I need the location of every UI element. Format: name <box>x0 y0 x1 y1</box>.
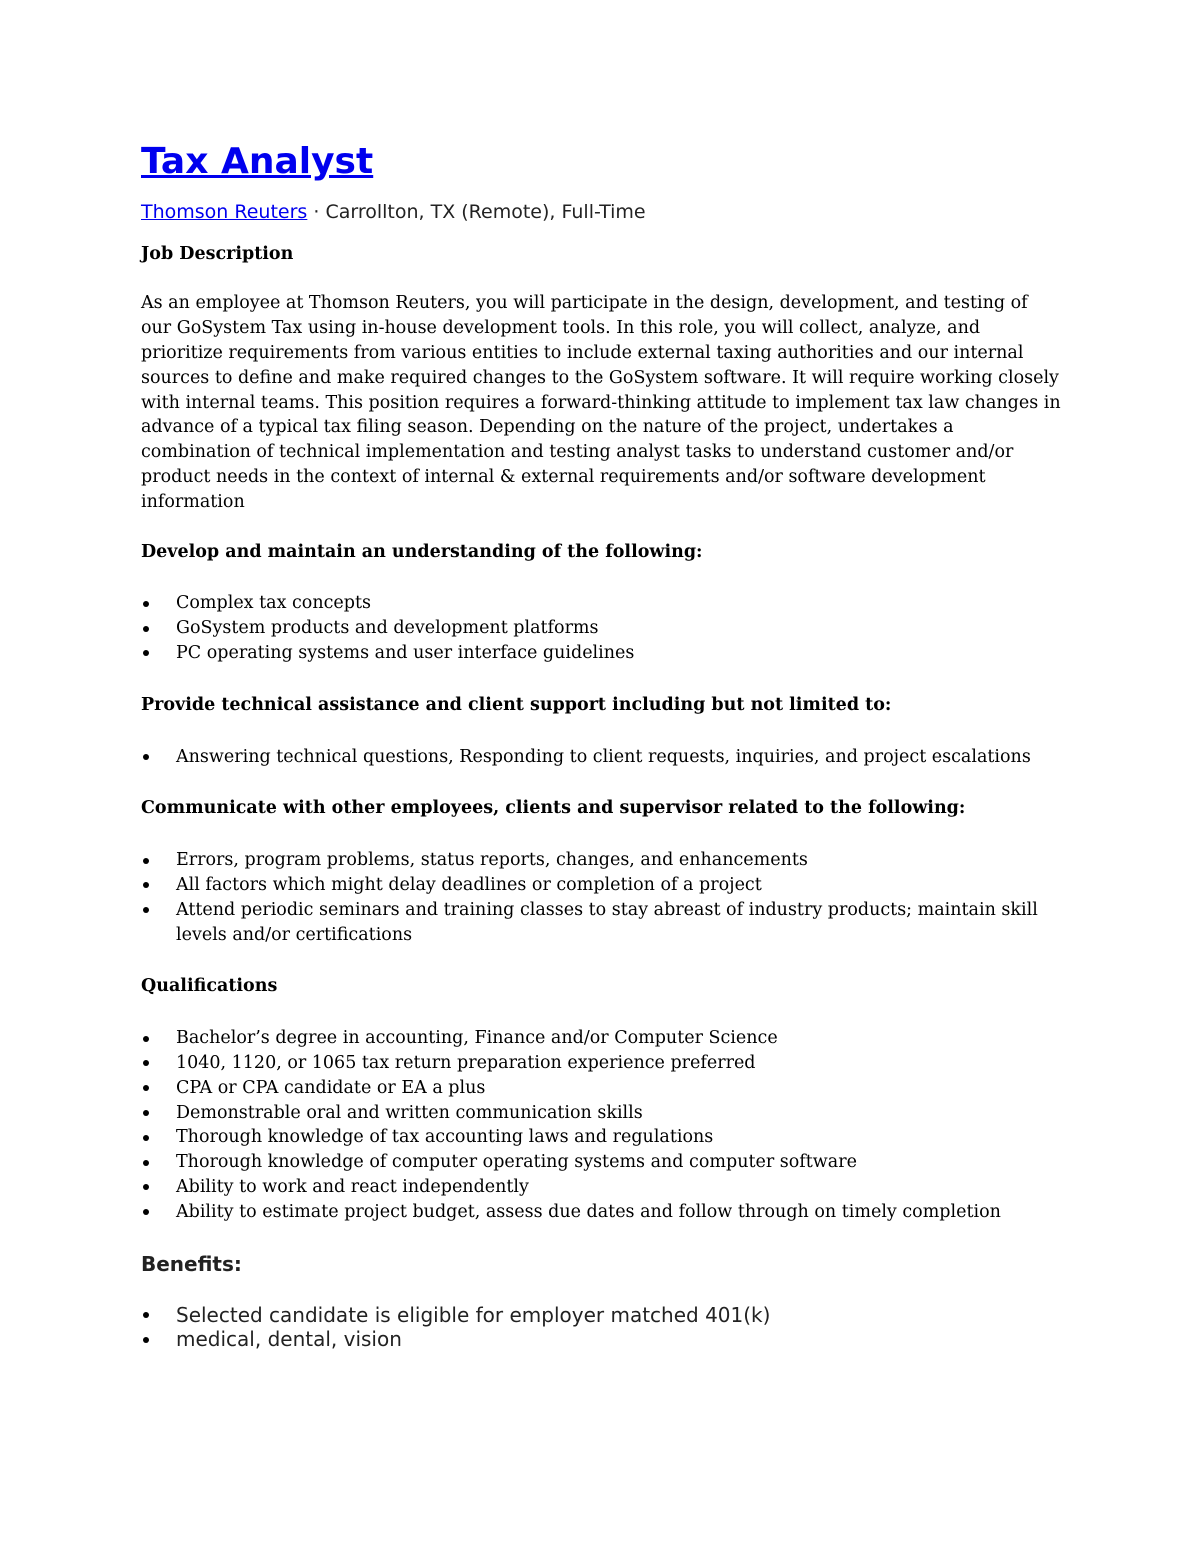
job-description-section <box>141 242 1061 515</box>
list-item: Bachelor’s degree in accounting, Finance and/or Computer Science <box>141 1026 1061 1051</box>
list-item: CPA or CPA candidate or EA a plus <box>141 1076 1061 1101</box>
job-location-details: · Carrollton, TX (Remote), Full-Time <box>307 201 646 223</box>
job-description-body: As an employee at Thomson Reuters, you will participate in the design, development, and testing of our GoSystem Tax using in-house development tools. In this role, you will collect, analyze, and prioritize requirements from various entities to include external taxing authorities and our internal sources to define and make required changes to the GoSystem software. It will require working closely with internal teams. This position requires a forward-thinking attitude to implement tax law changes in advance of a typical tax filing season. Depending on the nature of the project, undertakes a combination of technical implementation and testing analyst tasks to understand customer and/or product needs in the context of internal & external requirements and/or software development information <box>141 293 1061 512</box>
list-item: Demonstrable oral and written communication skills <box>141 1101 1061 1126</box>
list-item: Answering technical questions, Responding to client requests, inquiries, and project escalations <box>141 745 1061 770</box>
list-item: Errors, program problems, status reports, changes, and enhancements <box>141 848 1061 873</box>
section-heading: Communicate with other employees, clients and supervisor related to the following: <box>141 798 966 819</box>
list-item: 1040, 1120, or 1065 tax return preparation experience preferred <box>141 1051 1061 1076</box>
list-item: Ability to work and react independently <box>141 1175 1061 1200</box>
list-item: PC operating systems and user interface guidelines <box>141 641 1061 666</box>
list-item: Attend periodic seminars and training classes to stay abreast of industry products; maintain skill levels and/or certifications <box>141 898 1061 948</box>
bullet-list <box>141 591 1061 665</box>
list-item: All factors which might delay deadlines or completion of a project <box>141 873 1061 898</box>
list-item: Selected candidate is eligible for employer matched 401(k) <box>141 1303 1061 1328</box>
section-support <box>141 693 1061 770</box>
bullet-list <box>141 848 1061 947</box>
job-meta <box>141 200 1061 224</box>
benefits-heading: Benefits: <box>141 1251 242 1276</box>
section-communicate <box>141 796 1061 947</box>
section-heading: Develop and maintain an understanding of the following: <box>141 541 703 562</box>
job-posting-page <box>141 128 1061 1352</box>
list-item: Ability to estimate project budget, assess due dates and follow through on timely completion <box>141 1200 1061 1225</box>
list-item: medical, dental, vision <box>141 1327 1061 1352</box>
list-item: GoSystem products and development platforms <box>141 616 1061 641</box>
section-benefits <box>141 1251 1061 1352</box>
list-item: Thorough knowledge of computer operating systems and computer software <box>141 1150 1061 1175</box>
list-item: Complex tax concepts <box>141 591 1061 616</box>
section-qualifications <box>141 974 1061 1224</box>
company-link[interactable]: Thomson Reuters <box>141 201 308 223</box>
bullet-list <box>141 1026 1061 1224</box>
bullet-list <box>141 745 1061 770</box>
section-develop <box>141 540 1061 666</box>
section-heading: Provide technical assistance and client support including but not limited to: <box>141 694 892 715</box>
job-title-link[interactable]: Tax Analyst <box>141 141 374 182</box>
job-description-heading: Job Description <box>141 244 294 264</box>
section-heading: Qualifications <box>141 976 278 997</box>
benefits-list <box>141 1303 1061 1352</box>
list-item: Thorough knowledge of tax accounting laws and regulations <box>141 1125 1061 1150</box>
